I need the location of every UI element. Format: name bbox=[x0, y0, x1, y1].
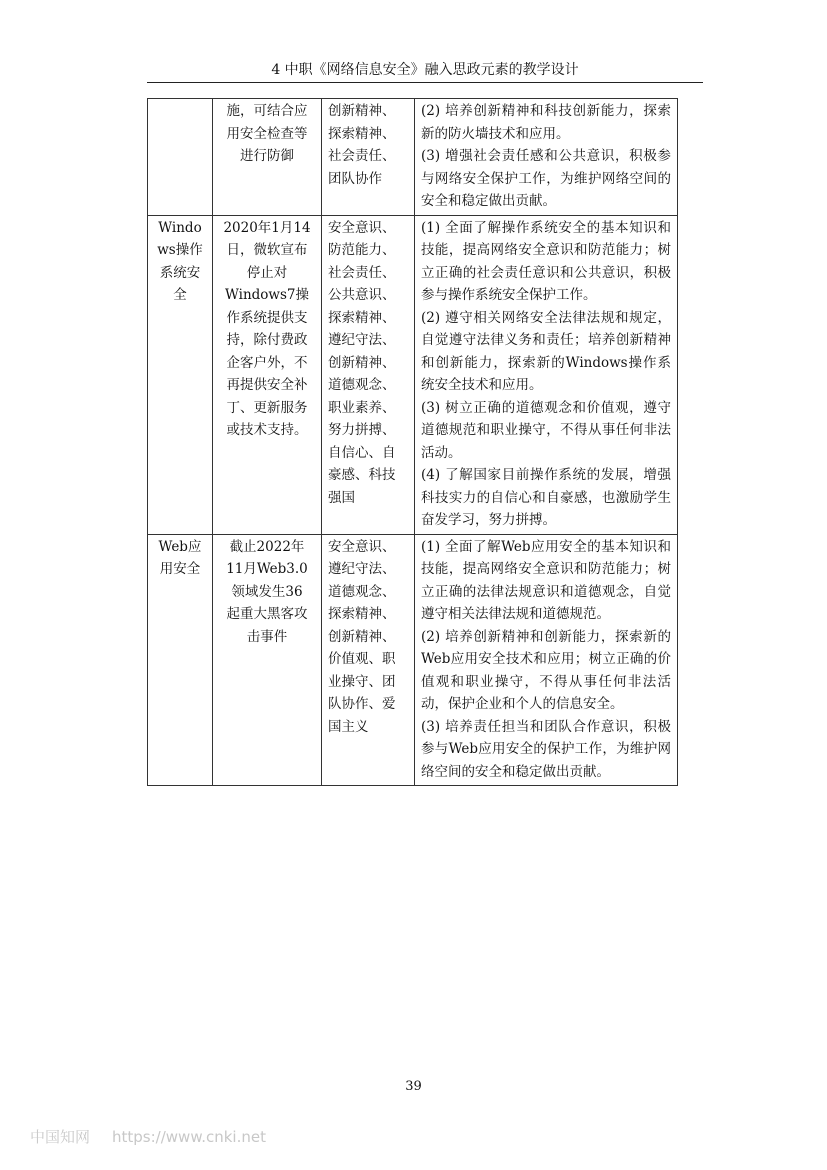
topic-cell: Windows操作系统安全 bbox=[148, 215, 213, 534]
topic-cell: Web应用安全 bbox=[148, 534, 213, 786]
case-line: 再提供安全补 bbox=[226, 377, 308, 393]
element-line: 探索精神、 bbox=[328, 606, 396, 622]
teaching-design-table bbox=[147, 98, 678, 786]
goal-paragraph: (3) 增强社会责任感和公共意识，积极参与网络安全保护工作，为维护网络空间的安全和稳定做出贡献。 bbox=[421, 148, 671, 209]
element-line: 自信心、自 bbox=[328, 444, 396, 461]
element-line: 强国 bbox=[328, 489, 355, 506]
case-line: 击事件 bbox=[246, 628, 288, 645]
goal-paragraph: (2) 培养创新精神和科技创新能力，探索新的防火墙技术和应用。 bbox=[421, 103, 671, 142]
case-line: 日，微软宣布 bbox=[226, 242, 308, 258]
element-line: 探索精神、 bbox=[328, 125, 396, 142]
goal-paragraph: (2) 遵守相关网络安全法律法规和规定，自觉遵守法律义务和责任；培养创新精神和创新能力，探索新的Windows操作系统安全技术和应用。 bbox=[421, 309, 671, 393]
goals-cell bbox=[415, 99, 678, 216]
case-cell bbox=[213, 534, 322, 786]
table-row bbox=[148, 99, 678, 216]
case-line: 用安全检查等 bbox=[226, 125, 308, 142]
element-line: 价值观、职 bbox=[328, 651, 396, 667]
case-line: 11月Web3.0 bbox=[226, 561, 308, 577]
element-line: 团队协作 bbox=[328, 170, 382, 187]
element-line: 豪感、科技 bbox=[328, 467, 396, 483]
element-line: 遵纪守法、 bbox=[328, 561, 396, 577]
element-line: 探索精神、 bbox=[328, 309, 396, 326]
case-line: Windows7操 bbox=[225, 287, 309, 303]
table-row bbox=[148, 534, 678, 786]
case-line: 领域发生36 bbox=[231, 583, 303, 600]
case-line: 截止2022年 bbox=[229, 538, 305, 555]
goal-paragraph: (3) 树立正确的道德观念和价值观，遵守道德规范和职业操守，不得从事任何非法活动。 bbox=[421, 399, 671, 461]
case-line: 企客户外，不 bbox=[226, 354, 308, 371]
header-divider bbox=[147, 82, 703, 83]
element-line: 道德观念、 bbox=[328, 377, 396, 393]
element-line: 公共意识、 bbox=[328, 287, 396, 303]
element-line: 创新精神、 bbox=[328, 628, 396, 645]
watermark-brand: 中国知网 bbox=[30, 1128, 91, 1146]
element-line: 努力拼搏、 bbox=[328, 422, 396, 438]
goal-paragraph: (1) 全面了解Web应用安全的基本知识和技能，提高网络安全意识和防范能力；树立正确的法律法规意识和道德观念，自觉遵守相关法律法规和道德规范。 bbox=[421, 538, 671, 622]
goal-paragraph: (4) 了解国家目前操作系统的发展，增强科技实力的自信心和自豪感，也激励学生奋发学习，努力拼搏。 bbox=[421, 467, 671, 528]
page-number: 39 bbox=[405, 1079, 422, 1094]
element-line: 社会责任、 bbox=[328, 148, 396, 164]
element-line: 国主义 bbox=[328, 718, 369, 735]
case-line: 进行防御 bbox=[240, 148, 294, 164]
case-cell bbox=[213, 99, 322, 216]
element-line: 道德观念、 bbox=[328, 583, 396, 600]
case-line: 作系统提供支 bbox=[226, 309, 308, 326]
case-cell bbox=[213, 215, 322, 534]
element-line: 安全意识、 bbox=[328, 219, 396, 236]
element-line: 防范能力、 bbox=[328, 242, 396, 258]
element-line: 职业素养、 bbox=[328, 399, 396, 416]
goal-paragraph: (1) 全面了解操作系统安全的基本知识和技能，提高网络安全意识和防范能力；树立正确的社会责任意识和公共意识，积极参与操作系统安全保护工作。 bbox=[421, 219, 671, 303]
case-line: 持，除付费政 bbox=[226, 332, 308, 348]
case-line: 丁、更新服务 bbox=[226, 399, 308, 416]
case-line: 2020年1月14 bbox=[223, 219, 311, 236]
watermark-url: https://www.cnki.net bbox=[112, 1128, 266, 1146]
elements-cell bbox=[322, 534, 415, 786]
case-line: 起重大黑客攻 bbox=[226, 606, 308, 622]
element-line: 社会责任、 bbox=[328, 264, 396, 281]
case-line: 或技术支持。 bbox=[226, 422, 308, 438]
element-line: 业操守、团 bbox=[328, 673, 396, 690]
elements-cell bbox=[322, 99, 415, 216]
case-line: 施，可结合应 bbox=[226, 103, 308, 119]
element-line: 创新精神、 bbox=[328, 103, 396, 119]
element-line: 创新精神、 bbox=[328, 354, 396, 371]
goals-cell bbox=[415, 534, 678, 786]
element-line: 遵纪守法、 bbox=[328, 332, 396, 348]
topic-cell bbox=[148, 99, 213, 216]
goal-paragraph: (2) 培养创新精神和创新能力，探索新的Web应用安全技术和应用；树立正确的价值观和职业操守，不得从事任何非法活动，保护企业和个人的信息安全。 bbox=[421, 628, 671, 712]
case-line: 停止对 bbox=[246, 264, 288, 281]
element-line: 队协作、爱 bbox=[328, 696, 396, 712]
goal-paragraph: (3) 培养责任担当和团队合作意识，积极参与Web应用安全的保护工作，为维护网络空间的安全和稳定做出贡献。 bbox=[421, 718, 671, 780]
running-header: 4 中职《网络信息安全》融入思政元素的教学设计 bbox=[271, 62, 579, 78]
cnki-watermark bbox=[30, 1126, 288, 1147]
goals-cell bbox=[415, 215, 678, 534]
element-line: 安全意识、 bbox=[328, 538, 396, 555]
elements-cell bbox=[322, 215, 415, 534]
table-row bbox=[148, 215, 678, 534]
